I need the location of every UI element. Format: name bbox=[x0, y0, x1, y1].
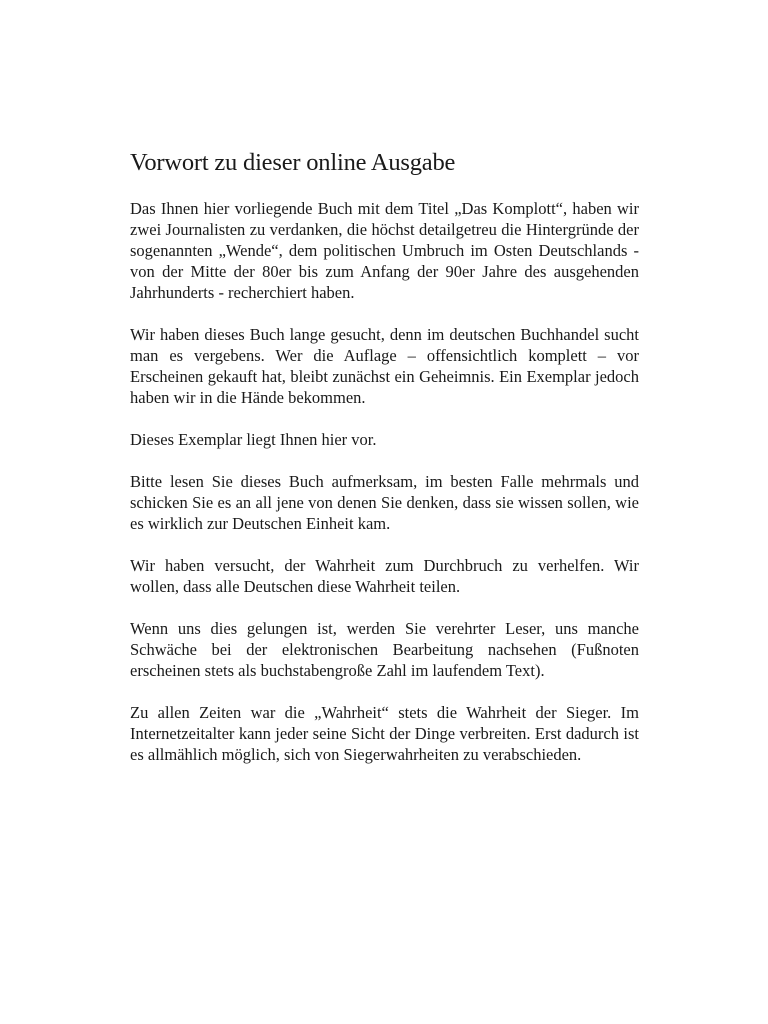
document-page bbox=[130, 148, 639, 786]
paragraph-closing: Zu allen Zeiten war die „Wahrheit“ stets die Wahrheit der Sieger. Im Internetzeitalter kann jeder seine Sicht der Dinge verbreiten. Erst dadurch ist es allmählich möglich, sich von Siegerwahrheiten zu verabschieden. bbox=[130, 703, 639, 764]
paragraph-truth: Wir haben versucht, der Wahrheit zum Durchbruch zu verhelfen. Wir wollen, dass alle Deutschen diese Wahrheit teilen. bbox=[130, 556, 639, 596]
paragraph-apology: Wenn uns dies gelungen ist, werden Sie verehrter Leser, uns manche Schwäche bei der elektronischen Bearbeitung nachsehen (Fußnoten erscheinen stets als buchstabengroße Zahl im laufendem Text). bbox=[130, 619, 639, 680]
paragraph-search: Wir haben dieses Buch lange gesucht, denn im deutschen Buchhandel sucht man es vergebens. Wer die Auflage – offensichtlich komplett – vor Erscheinen gekauft hat, bleibt zunächst ein Geheimnis. Ein Exemplar jedoch haben wir in die Hände bekommen. bbox=[130, 325, 639, 407]
paragraph-request: Bitte lesen Sie dieses Buch aufmerksam, im besten Falle mehrmals und schicken Sie es an all jene von denen Sie denken, dass sie wissen sollen, wie es wirklich zur Deutschen Einheit kam. bbox=[130, 472, 639, 533]
document-title: Vorwort zu dieser online Ausgabe bbox=[130, 149, 456, 176]
paragraph-intro: Das Ihnen hier vorliegende Buch mit dem Titel „Das Komplott“, haben wir zwei Journalisten zu verdanken, die höchst detailgetreu die Hintergründe der sogenannten „Wende“, dem politischen Umbruch im Osten Deutschlands - von der Mitte der 80er bis zum Anfang der 90er Jahre des ausgehenden Jahrhunderts - recherchiert haben. bbox=[130, 199, 639, 302]
paragraph-copy: Dieses Exemplar liegt Ihnen hier vor. bbox=[130, 430, 377, 449]
